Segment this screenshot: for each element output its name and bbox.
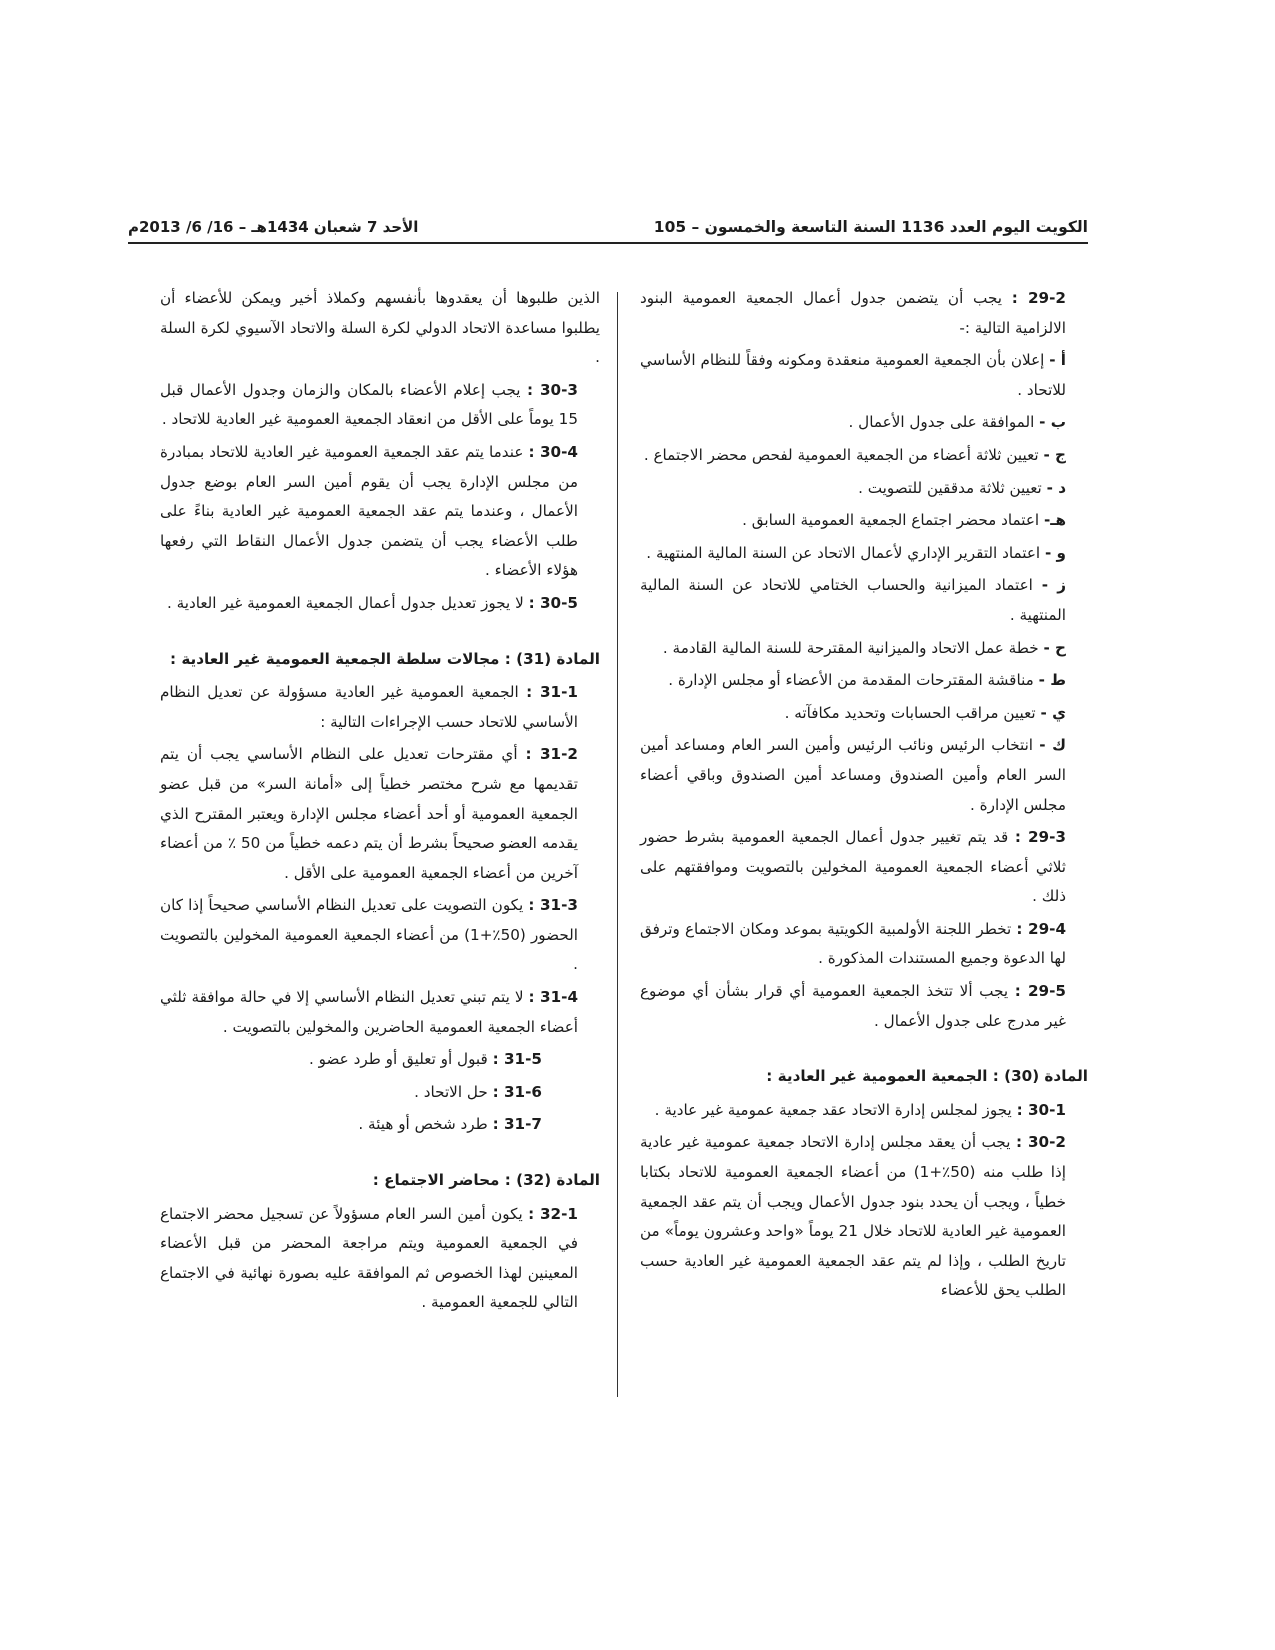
clause-number: المادة (32) : bbox=[504, 1171, 600, 1190]
clause-paragraph bbox=[640, 408, 1088, 438]
clause-text: انتخاب الرئيس ونائب الرئيس وأمين السر العام ومساعد أمين السر العام وأمين الصندوق ومساعد أمين الصندوق وباقي أعضاء مجلس الإدارة . bbox=[640, 736, 1066, 814]
clause-text: الموافقة على جدول الأعمال . bbox=[848, 413, 1035, 432]
gazette-issue-info: الكويت اليوم العدد 1136 السنة التاسعة والخمسون – 105 bbox=[653, 218, 1088, 236]
clause-paragraph bbox=[640, 915, 1088, 974]
clause-paragraph bbox=[160, 1110, 600, 1140]
clause-text: يجب إعلام الأعضاء بالمكان والزمان وجدول الأعمال قبل 15 يوماً على الأقل من انعقاد الجمعية العمومية غير العادية للاتحاد . bbox=[160, 380, 578, 429]
clause-number: 30-1 : bbox=[1016, 1100, 1066, 1119]
clause-text: لا يتم تبني تعديل النظام الأساسي إلا في حالة موافقة ثلثي أعضاء الجمعية العمومية الحاضرين والمخولين بالتصويت . bbox=[160, 988, 578, 1036]
clause-paragraph bbox=[640, 731, 1088, 820]
clause-text: تخطر اللجنة الأولمبية الكويتية بموعد ومكان الاجتماع وترفق لها الدعوة وجميع المستندات المذكورة . bbox=[640, 919, 1066, 968]
clause-paragraph bbox=[160, 589, 600, 619]
clause-paragraph bbox=[640, 699, 1088, 729]
clause-paragraph bbox=[640, 474, 1088, 504]
clause-paragraph bbox=[640, 823, 1088, 912]
clause-text: يجب أن يتضمن جدول أعمال الجمعية العمومية البنود الالزامية التالية :- bbox=[640, 289, 1066, 337]
clause-text: الجمعية العمومية غير العادية مسؤولة عن تعديل النظام الأساسي للاتحاد حسب الإجراءات التالية : bbox=[160, 683, 578, 731]
clause-text: اعتماد محضر اجتماع الجمعية العمومية السابق . bbox=[742, 511, 1040, 530]
clause-text: طرد شخص أو هيئة . bbox=[358, 1115, 488, 1134]
clause-number: أ - bbox=[1049, 351, 1067, 370]
clause-text: قد يتم تغيير جدول أعمال الجمعية العمومية بشرط حضور ثلاثي أعضاء الجمعية العمومية المخولين بالتصويت وموافقتهم على ذلك . bbox=[640, 828, 1066, 906]
clause-number: 29-2 : bbox=[1011, 289, 1066, 307]
clause-text: تعيين ثلاثة أعضاء من الجمعية العمومية لفحص محضر الاجتماع . bbox=[643, 445, 1039, 464]
clause-paragraph bbox=[640, 441, 1088, 471]
clause-text: تعيين مراقب الحسابات وتحديد مكافآته . bbox=[784, 703, 1036, 722]
clause-text: يكون التصويت على تعديل النظام الأساسي صحيحاً إذا كان الحضور (50٪+1) من أعضاء الجمعية العمومية المخولين بالتصويت . bbox=[160, 896, 578, 974]
clause-number: ك - bbox=[1039, 736, 1067, 755]
clause-text: إعلان بأن الجمعية العمومية منعقدة ومكونه وفقاً للنظام الأساسي للاتحاد . bbox=[640, 351, 1066, 399]
clause-paragraph bbox=[160, 740, 600, 888]
clause-paragraph bbox=[160, 983, 600, 1042]
clause-text: يجب ألا تتخذ الجمعية العمومية أي قرار بشأن أي موضوع غير مدرج على جدول الأعمال . bbox=[640, 982, 1066, 1030]
clause-number: 29-4 : bbox=[1016, 919, 1067, 938]
clause-number: 30-3 : bbox=[526, 380, 578, 399]
clause-text: قبول أو تعليق أو طرد عضو . bbox=[309, 1050, 488, 1069]
clause-text: تعيين ثلاثة مدققين للتصويت . bbox=[858, 478, 1042, 497]
clause-text: الجمعية العمومية غير العادية : bbox=[766, 1067, 988, 1086]
clause-text: مناقشة المقترحات المقدمة من الأعضاء أو مجلس الإدارة . bbox=[668, 671, 1034, 690]
clause-text: محاضر الاجتماع : bbox=[372, 1171, 500, 1190]
clause-text: يجوز لمجلس إدارة الاتحاد عقد جمعية عمومية غير عادية . bbox=[654, 1100, 1012, 1119]
right-column bbox=[640, 284, 1088, 1309]
clause-number: ب - bbox=[1039, 413, 1066, 432]
clause-paragraph bbox=[640, 284, 1088, 343]
clause-paragraph bbox=[640, 634, 1088, 664]
clause-paragraph bbox=[640, 977, 1088, 1036]
clause-number: 29-3 : bbox=[1014, 828, 1066, 847]
clause-number: 30-4 : bbox=[528, 442, 578, 461]
clause-number: و - bbox=[1044, 543, 1066, 562]
article-heading bbox=[640, 1062, 1088, 1092]
clause-text: خطة عمل الاتحاد والميزانية المقترحة للسنة المالية القادمة . bbox=[662, 638, 1039, 657]
clause-text: لا يجوز تعديل جدول أعمال الجمعية العمومية غير العادية . bbox=[166, 593, 524, 612]
clause-number: 31-6 : bbox=[492, 1082, 542, 1101]
clause-number: ح - bbox=[1043, 638, 1066, 657]
clause-paragraph bbox=[160, 376, 600, 435]
clause-number: المادة (31) : bbox=[504, 649, 600, 668]
clause-text: الذين طلبوها أن يعقدوها بأنفسهم وكملاذ أخير ويمكن للأعضاء أن يطلبوا مساعدة الاتحاد الدولي لكرة السلة والاتحاد الآسيوي لكرة السلة . bbox=[160, 289, 600, 367]
clause-paragraph bbox=[640, 666, 1088, 696]
clause-paragraph bbox=[640, 571, 1088, 630]
clause-paragraph bbox=[160, 891, 600, 980]
clause-number: 30-5 : bbox=[528, 593, 578, 612]
clause-number: المادة (30) : bbox=[992, 1067, 1088, 1086]
clause-number: هـ- bbox=[1043, 511, 1066, 530]
clause-number: 31-3 : bbox=[528, 896, 578, 915]
issue-date: الأحد 7 شعبان 1434هـ – 16/ 6/ 2013م bbox=[128, 218, 419, 236]
clause-number: 31-4 : bbox=[528, 988, 579, 1007]
clause-paragraph bbox=[160, 1045, 600, 1075]
clause-paragraph bbox=[640, 346, 1088, 405]
clause-number: ط - bbox=[1038, 671, 1066, 690]
clause-text: عندما يتم عقد الجمعية العمومية غير العادية للاتحاد بمبادرة من مجلس الإدارة يجب أن يقوم أمين السر العام بوضع جدول الأعمال ، وعندما يتم عقد الجمعية العمومية غير العادية بناءً على طلب الأعضاء يجب أن يتضمن جدول الأعمال النقاط التي رفعها هؤلاء الأعضاء . bbox=[160, 442, 578, 580]
clause-number: 31-1 : bbox=[526, 683, 578, 702]
clause-text: يكون أمين السر العام مسؤولاً عن تسجيل محضر الاجتماع في الجمعية العمومية ويتم مراجعة المحضر من قبل الأعضاء المعينين لهذا الخصوص ثم الموافقة عليه بصورة نهائية في الاجتماع التالي للجمعية العمومية . bbox=[160, 1204, 578, 1312]
header-rule bbox=[128, 242, 1088, 244]
clause-number: ي - bbox=[1040, 703, 1066, 722]
clause-paragraph bbox=[640, 539, 1088, 569]
clause-number: د - bbox=[1046, 478, 1066, 497]
clause-paragraph bbox=[160, 1078, 600, 1108]
clause-text: مجالات سلطة الجمعية العمومية غير العادية : bbox=[169, 649, 500, 668]
clause-number: 31-7 : bbox=[492, 1115, 542, 1134]
clause-number: 32-1 : bbox=[528, 1204, 578, 1223]
article-heading bbox=[160, 645, 600, 675]
clause-number: ز - bbox=[1041, 576, 1066, 595]
page-header bbox=[128, 218, 1088, 244]
clause-paragraph bbox=[160, 1200, 600, 1318]
left-column bbox=[160, 284, 600, 1321]
column-divider bbox=[617, 292, 618, 1397]
clause-paragraph bbox=[640, 1096, 1088, 1126]
clause-paragraph bbox=[160, 678, 600, 737]
clause-paragraph bbox=[160, 284, 600, 373]
clause-text: حل الاتحاد . bbox=[414, 1082, 488, 1101]
clause-number: 29-5 : bbox=[1014, 982, 1066, 1001]
clause-number: ج - bbox=[1043, 445, 1066, 464]
clause-paragraph bbox=[640, 1128, 1088, 1306]
clause-number: 30-2 : bbox=[1015, 1133, 1066, 1152]
clause-text: يجب أن يعقد مجلس إدارة الاتحاد جمعية عمومية غير عادية إذا طلب منه (50٪+1) من أعضاء الجمعية العمومية للاتحاد بكتابا خطياً ، ويجب أن يحدد بنود جدول الأعمال ويجب أن يتم عقد الجمعية العمومية غير العادية للاتحاد خلال 21 يوماً «واحد وعشرون يوماً» من تاريخ الطلب ، وإذا لم يتم عقد الجمعية العمومية غير العادية حسب الطلب يحق للأعضاء bbox=[640, 1133, 1066, 1300]
article-heading bbox=[160, 1166, 600, 1196]
clause-text: أي مقترحات تعديل على النظام الأساسي يجب أن يتم تقديمها مع شرح مختصر خطياً إلى «أمانة السر» من قبل عضو الجمعية العمومية أو أحد أعضاء مجلس الإدارة ويعتبر المقترح الذي يقدمه العضو صحيحاً بشرط أن يتم دعمه خطياً من 50 ٪ من أعضاء آخرين من أعضاء الجمعية العمومية على الأقل . bbox=[160, 745, 578, 882]
clause-number: 31-2 : bbox=[525, 745, 578, 764]
clause-text: اعتماد التقرير الإداري لأعمال الاتحاد عن السنة المالية المنتهية . bbox=[646, 543, 1041, 562]
clause-paragraph bbox=[640, 506, 1088, 536]
clause-paragraph bbox=[160, 438, 600, 586]
clause-number: 31-5 : bbox=[492, 1050, 542, 1069]
clause-text: اعتماد الميزانية والحساب الختامي للاتحاد عن السنة المالية المنتهية . bbox=[640, 576, 1066, 624]
